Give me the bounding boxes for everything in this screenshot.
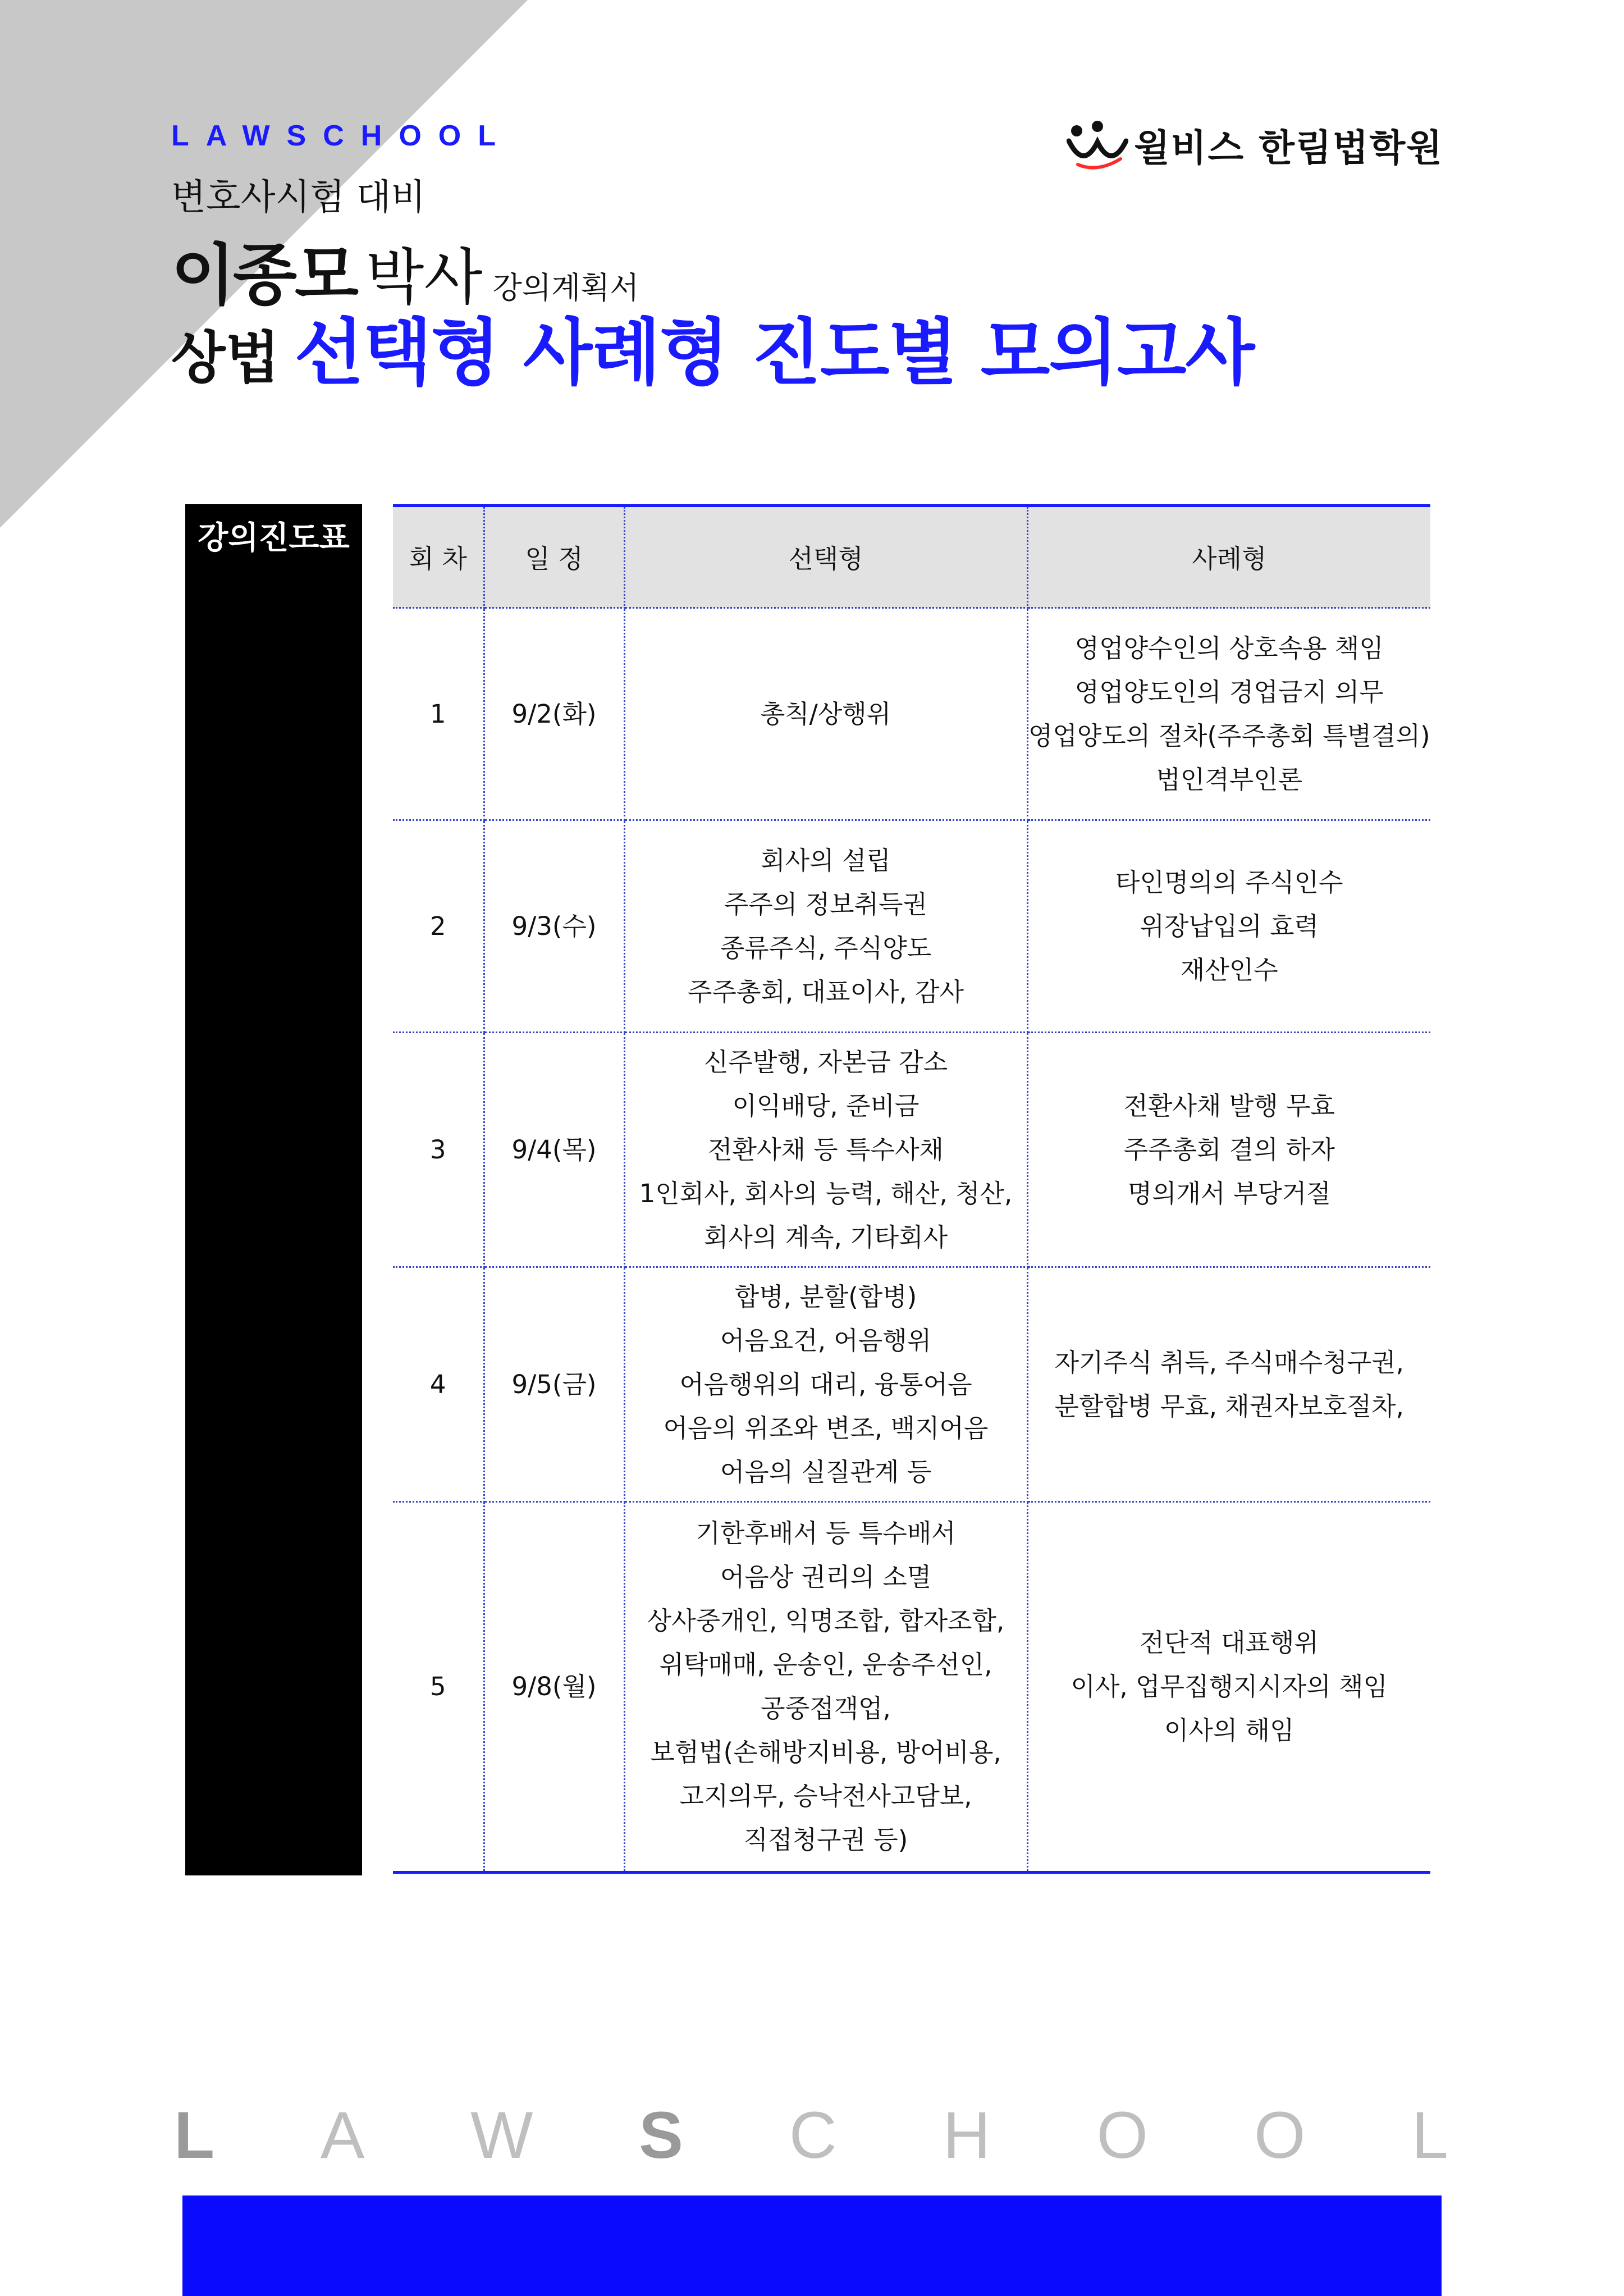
date-cell: 9/5(금) [484,1267,624,1502]
topic-line: 타인명의의 주식인수 [1115,867,1343,897]
topic-line: 어음상 권리의 소멸 [720,1562,932,1592]
topic-line: 재산인수 [1180,955,1278,985]
topic-line: 고지의무, 승낙전사고담보, [679,1781,972,1811]
case-cell [1027,1033,1430,1267]
footer-letter: O [1254,2098,1306,2172]
topic-line: 1인회사, 회사의 능력, 해산, 청산, [639,1178,1013,1208]
course-subject: 상법 [171,325,280,391]
course-title: 선택형 사례형 진도별 모의고사 [294,311,1254,395]
topic-line: 어음요건, 어음행위 [720,1325,932,1355]
table-row [393,608,1430,820]
topic-line: 전단적 대표행위 [1140,1628,1319,1658]
lecturer-name: 이종모 [171,236,356,314]
column-header-session: 회 차 [393,506,484,608]
table-row [393,1502,1430,1873]
exam-subtitle: 변호사시험 대비 [171,177,426,218]
topic-line: 총칙/상행위 [760,699,891,729]
session-number-cell: 3 [393,1033,484,1267]
multiple-choice-cell [624,820,1027,1033]
column-header-case: 사례형 [1027,506,1430,608]
brand-tag: LAWSCHOOL [171,120,513,152]
topic-line: 주주총회, 대표이사, 감사 [688,976,964,1007]
footer-bar [182,2195,1442,2296]
column-header-multiple-choice: 선택형 [624,506,1027,608]
topic-line: 이사, 업무집행지시자의 책임 [1071,1672,1388,1701]
session-number-cell: 4 [393,1267,484,1502]
topic-line: 전환사채 발행 무효 [1123,1090,1335,1121]
case-cell [1027,608,1430,820]
topic-line: 이사의 해임 [1164,1715,1294,1745]
course-heading [171,295,1254,398]
topic-line: 어음의 실질관계 등 [720,1457,932,1487]
topic-line: 회사의 계속, 기타회사 [703,1222,948,1252]
schedule-side-label: 강의진도표 [185,504,362,1875]
topic-line: 신주발행, 자본금 감소 [703,1047,948,1077]
date-cell: 9/3(수) [484,820,624,1033]
footer-letter: L [1411,2098,1448,2172]
academy-logo-text: 윌비스 한림법학원 [1134,126,1444,170]
date-cell: 9/4(목) [484,1033,624,1267]
footer-letter: O [1096,2098,1149,2172]
footer-letter: L [174,2098,215,2172]
footer-letter: S [639,2098,683,2172]
multiple-choice-cell [624,1267,1027,1502]
topic-line: 종류주식, 주식양도 [720,933,932,963]
academy-logo [1067,118,1443,171]
case-cell [1027,1267,1430,1502]
topic-line: 합병, 분할(합병) [734,1281,917,1312]
case-cell [1027,820,1430,1033]
topic-line: 위탁매매, 운송인, 운송주선인, [659,1650,992,1679]
topic-line: 자기주식 취득, 주식매수청구권, [1054,1347,1404,1377]
topic-line: 분할합병 무효, 채권자보호절차, [1054,1391,1404,1421]
topic-line: 공중접객업, [761,1694,891,1723]
date-cell: 9/8(월) [484,1502,624,1873]
topic-line: 법인격부인론 [1156,764,1303,795]
academy-logo-icon [1067,120,1128,170]
topic-line: 영업양수인의 상호속용 책임 [1074,633,1384,663]
footer-letter: W [470,2098,533,2172]
session-number-cell: 2 [393,820,484,1033]
topic-line: 위장납입의 효력 [1140,911,1319,941]
topic-line: 영업양도의 절차(주주총회 특별결의) [1028,720,1430,751]
session-number-cell: 1 [393,608,484,820]
table-header-row [393,506,1430,608]
table-row [393,1033,1430,1267]
topic-line: 주주의 정보취득권 [724,889,928,919]
topic-line: 어음의 위조와 변조, 백지어음 [663,1413,989,1443]
multiple-choice-cell [624,1502,1027,1873]
topic-line: 보험법(손해방지비용, 방어비용, [650,1737,1001,1767]
case-cell [1027,1502,1430,1873]
footer-letter: C [789,2098,837,2172]
table-row [393,1267,1430,1502]
topic-line: 명의개서 부당거절 [1127,1178,1331,1208]
topic-line: 영업양도인의 경업금지 의무 [1074,677,1384,707]
column-header-date: 일 정 [484,506,624,608]
date-cell: 9/2(화) [484,608,624,820]
topic-line: 전환사채 등 특수사채 [708,1134,944,1165]
footer-wordmark [174,2097,1448,2174]
table-row [393,820,1430,1033]
session-number-cell: 5 [393,1502,484,1873]
plan-label: 강의계획서 [492,270,639,305]
schedule-table [393,504,1430,1874]
multiple-choice-cell [624,1033,1027,1267]
topic-line: 회사의 설립 [761,845,891,875]
topic-line: 주주총회 결의 하자 [1123,1134,1335,1165]
topic-line: 어음행위의 대리, 융통어음 [679,1369,972,1399]
multiple-choice-cell [624,608,1027,820]
topic-line: 상사중개인, 익명조합, 합자조합, [647,1606,1005,1636]
topic-line: 이익배당, 준비금 [732,1090,919,1121]
footer-letter: H [943,2098,991,2172]
topic-line: 기한후배서 등 특수배서 [696,1518,956,1548]
footer-letter: A [320,2098,365,2172]
lecturer-title: 박사 [365,243,483,313]
topic-line: 직접청구권 등) [743,1825,908,1855]
